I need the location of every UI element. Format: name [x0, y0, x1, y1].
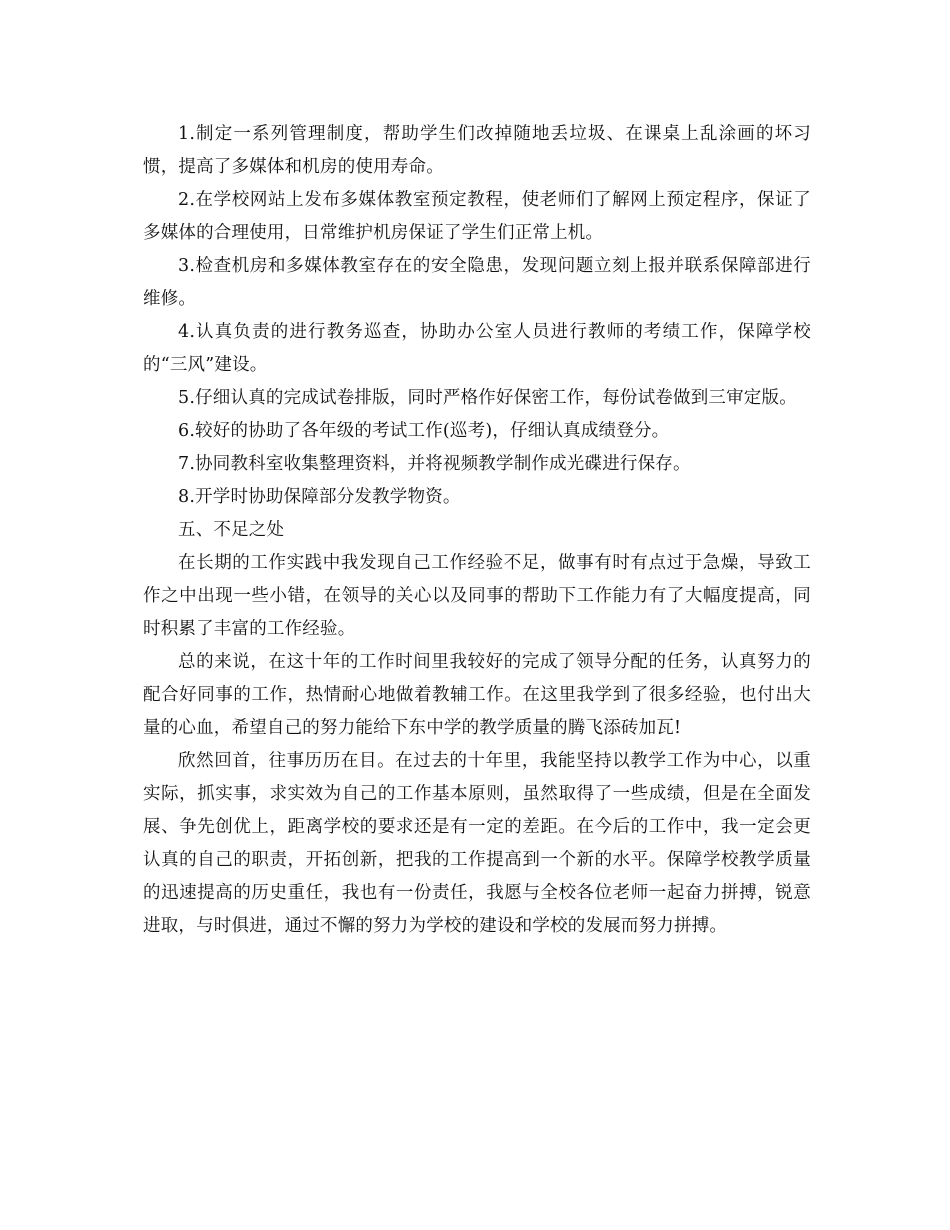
- list-item-2: 2.在学校网站上发布多媒体教室预定教程，使老师们了解网上预定程序，保证了多媒体的合理使用，日常维护机房保证了学生们正常上机。: [143, 190, 811, 243]
- list-item-7: 7.协同教科室收集整理资料，并将视频教学制作成光碟进行保存。: [178, 454, 691, 474]
- list-item-1: 1.制定一系列管理制度，帮助学生们改掉随地丢垃圾、在课桌上乱涂画的坏习惯，提高了多媒体和机房的使用寿命。: [143, 124, 811, 177]
- document-page: [143, 118, 811, 943]
- list-item-8: 8.开学时协助保障部分发教学物资。: [178, 487, 461, 507]
- section-heading: 五、不足之处: [178, 520, 285, 540]
- body-paragraph-summary: 总的来说，在这十年的工作时间里我较好的完成了领导分配的任务，认真努力的配合好同事的工作，热情耐心地做着教辅工作。在这里我学到了很多经验，也付出大量的心血，希望自己的努力能给下东中学的教学质量的腾飞添砖加瓦!: [143, 652, 811, 738]
- body-paragraph-outlook: 欣然回首，往事历历在目。在过去的十年里，我能坚持以教学工作为中心，以重实际，抓实事，求实效为自己的工作基本原则，虽然取得了一些成绩，但是在全面发展、争先创优上，距离学校的要求还是有一定的差距。在今后的工作中，我一定会更认真的自己的职责，开拓创新，把我的工作提高到一个新的水平。保障学校教学质量的迅速提高的历史重任，我也有一份责任，我愿与全校各位老师一起奋力拼搏，锐意进取，与时俱进，通过不懈的努力为学校的建设和学校的发展而努力拼搏。: [143, 751, 811, 936]
- list-item-5: 5.仔细认真的完成试卷排版，同时严格作好保密工作，每份试卷做到三审定版。: [178, 388, 797, 408]
- list-item-6: 6.较好的协助了各年级的考试工作(巡考)，仔细认真成绩登分。: [178, 421, 670, 441]
- body-paragraph-shortcomings: 在长期的工作实践中我发现自己工作经验不足，做事有时有点过于急燥，导致工作之中出现一些小错，在领导的关心以及同事的帮助下工作能力有了大幅度提高，同时积累了丰富的工作经验。: [143, 553, 811, 639]
- list-item-4: 4.认真负责的进行教务巡查，协助办公室人员进行教师的考绩工作，保障学校的“三风”建设。: [143, 322, 811, 375]
- list-item-3: 3.检查机房和多媒体教室存在的安全隐患，发现问题立刻上报并联系保障部进行维修。: [143, 256, 811, 309]
